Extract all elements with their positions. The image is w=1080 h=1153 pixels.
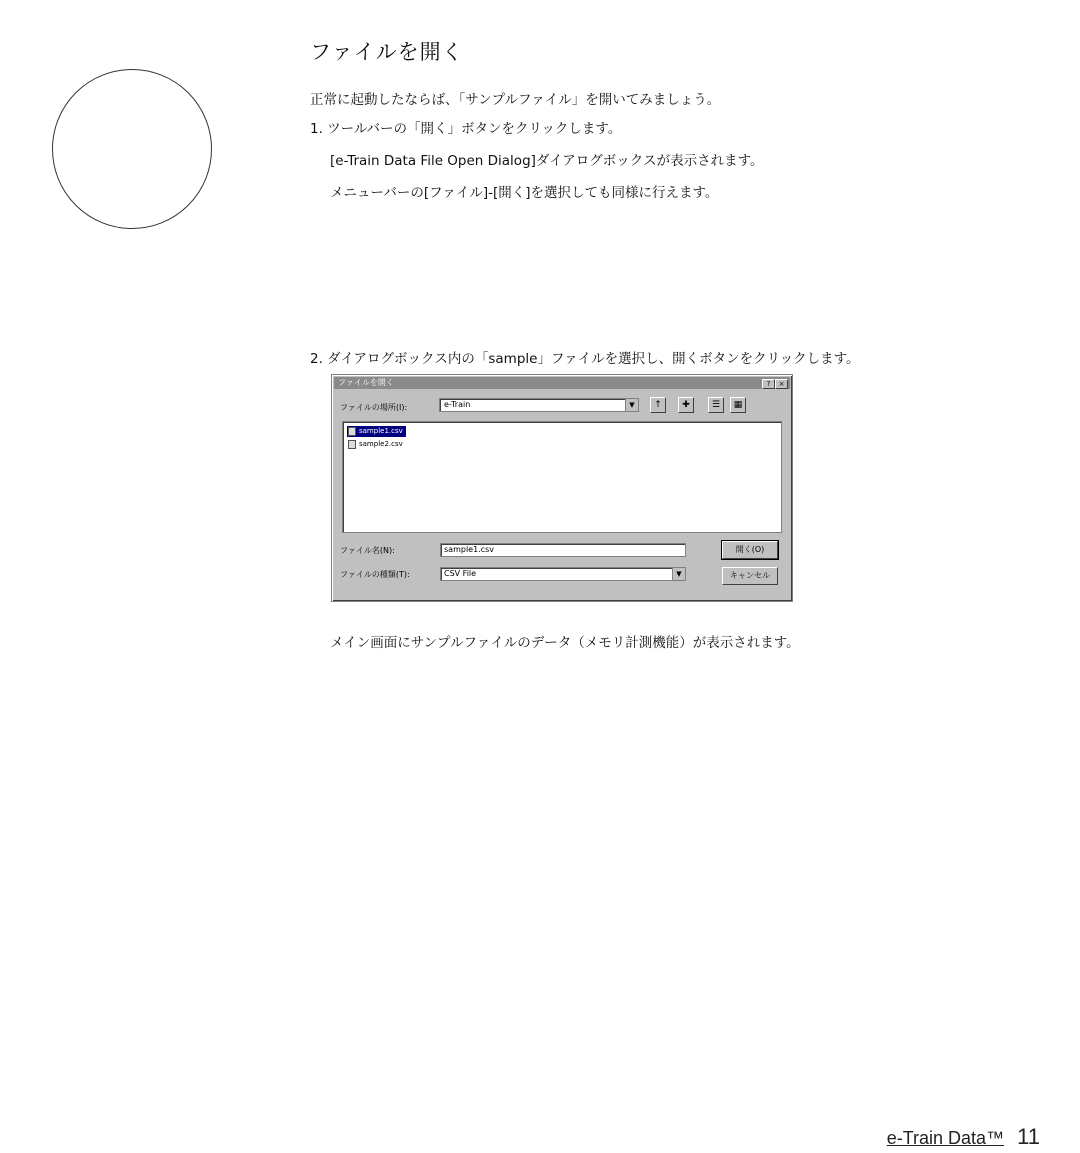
- page-number: 11: [1017, 1124, 1040, 1149]
- step-1-text: 1. ツールバーの「開く」ボタンをクリックします。: [310, 121, 622, 137]
- dialog-titlebar: [334, 377, 790, 389]
- file-open-dialog-screenshot: [331, 374, 793, 602]
- footer-brand: e-Train Data™: [886, 1128, 1005, 1148]
- intro-text: 正常に起動したならば、「サンプルファイル」を開いてみましょう。: [310, 92, 721, 108]
- cancel-button[interactable]: キャンセル: [722, 567, 778, 585]
- look-in-dropdown[interactable]: [439, 398, 639, 412]
- file-item-label: sample1.csv: [359, 427, 403, 435]
- file-item-sample1[interactable]: [347, 426, 406, 437]
- help-icon[interactable]: ?: [762, 379, 775, 389]
- page-title: ファイルを開く: [310, 40, 464, 64]
- result-text: メイン画面にサンプルファイルのデータ（メモリ計測機能）が表示されます。: [330, 635, 800, 651]
- filetype-value: CSV File: [444, 569, 477, 578]
- file-icon: [348, 427, 356, 436]
- filename-label: ファイル名(N):: [340, 546, 395, 555]
- page-footer: [887, 1124, 1040, 1150]
- file-icon: [348, 440, 356, 449]
- look-in-label: ファイルの場所(I):: [340, 403, 408, 412]
- filename-input[interactable]: sample1.csv: [440, 543, 686, 557]
- decorative-circle: [52, 69, 212, 229]
- dialog-title: ファイルを開く: [338, 378, 394, 387]
- up-folder-icon[interactable]: ↑: [650, 397, 666, 413]
- new-folder-icon[interactable]: ✚: [678, 397, 694, 413]
- step-1-note-2: メニューバーの[ファイル]-[開く]を選択しても同様に行えます。: [330, 185, 719, 201]
- chevron-down-icon[interactable]: ▼: [625, 399, 638, 411]
- close-icon[interactable]: ×: [775, 379, 788, 389]
- open-button[interactable]: 開く(O): [722, 541, 778, 559]
- look-in-value: e-Train: [444, 400, 471, 409]
- file-item-label: sample2.csv: [359, 440, 403, 448]
- step-2-text: 2. ダイアログボックス内の「sample」ファイルを選択し、開くボタンをクリックします。: [310, 351, 860, 367]
- step-1-note-1: [e-Train Data File Open Dialog]ダイアログボックスが表示されます。: [330, 153, 764, 169]
- filetype-dropdown[interactable]: [440, 567, 686, 581]
- chevron-down-icon[interactable]: ▼: [672, 568, 685, 580]
- details-view-icon[interactable]: ▦: [730, 397, 746, 413]
- file-list[interactable]: [342, 421, 782, 533]
- file-item-sample2[interactable]: [347, 439, 406, 450]
- filetype-label: ファイルの種類(T):: [340, 570, 410, 579]
- list-view-icon[interactable]: ☰: [708, 397, 724, 413]
